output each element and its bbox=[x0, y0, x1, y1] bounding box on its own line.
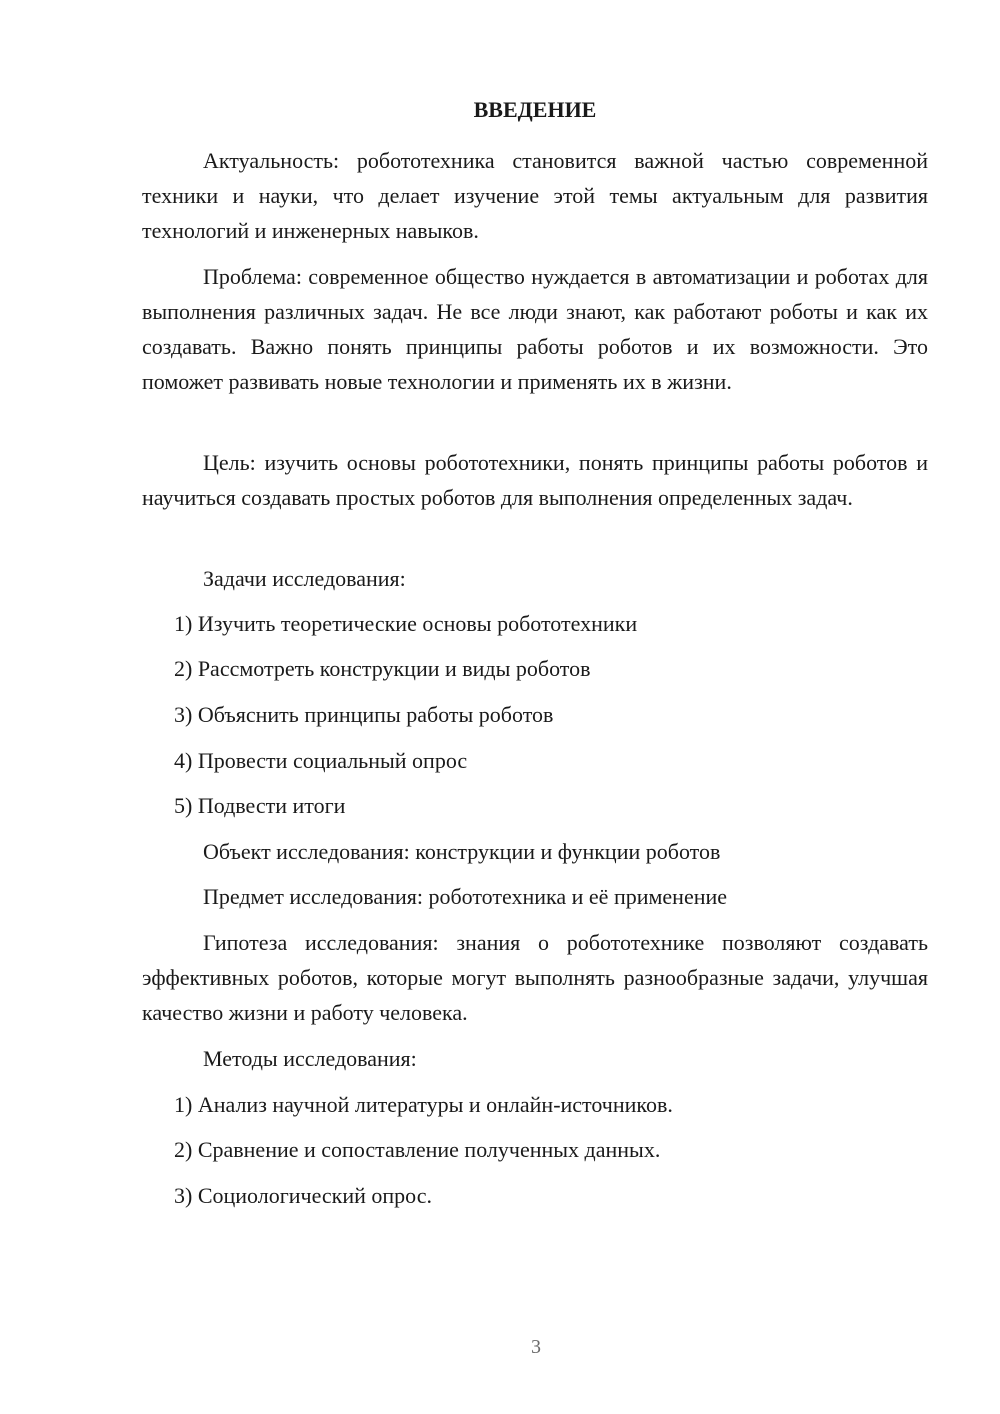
hypothesis-paragraph: Гипотеза исследования: знания о робототехнике позволяют создавать эффективных роботов, которые могут выполнять разнообразные задачи, улучшая качество жизни и работу человека. bbox=[142, 930, 928, 1025]
page-number: 3 bbox=[531, 1336, 541, 1358]
list-item-task-2: 2) Рассмотреть конструкции и виды роботов bbox=[174, 656, 591, 681]
subject-paragraph: Предмет исследования: робототехника и её применение bbox=[203, 884, 728, 909]
relevance-paragraph: Актуальность: робототехника становится важной частью современной техники и науки, что делает изучение этой темы актуальным для развития технологий и инженерных навыков. bbox=[142, 148, 928, 243]
list-item-method-3: 3) Социологический опрос. bbox=[174, 1183, 432, 1208]
methods-heading: Методы исследования: bbox=[203, 1046, 417, 1071]
list-item-task-4: 4) Провести социальный опрос bbox=[174, 748, 468, 773]
goal-paragraph: Цель: изучить основы робототехники, понять принципы работы роботов и научиться создавать простых роботов для выполнения определенных задач. bbox=[142, 450, 928, 510]
page-title: ВВЕДЕНИЕ bbox=[473, 97, 597, 122]
object-paragraph: Объект исследования: конструкции и функции роботов bbox=[203, 839, 721, 864]
list-item-task-1: 1) Изучить теоретические основы робототехники bbox=[174, 611, 638, 636]
list-item-method-1: 1) Анализ научной литературы и онлайн-источников. bbox=[174, 1092, 673, 1117]
list-item-task-3: 3) Объяснить принципы работы роботов bbox=[174, 702, 554, 727]
tasks-heading: Задачи исследования: bbox=[203, 566, 406, 591]
list-item-method-2: 2) Сравнение и сопоставление полученных данных. bbox=[174, 1137, 661, 1162]
problem-paragraph: Проблема: современное общество нуждается в автоматизации и роботах для выполнения различных задач. Не все люди знают, как работают роботы и как их создавать. Важно понять принципы работы роботов и их возможности. Это поможет развивать новые технологии и применять их в жизни. bbox=[142, 264, 928, 394]
list-item-task-5: 5) Подвести итоги bbox=[174, 793, 346, 818]
